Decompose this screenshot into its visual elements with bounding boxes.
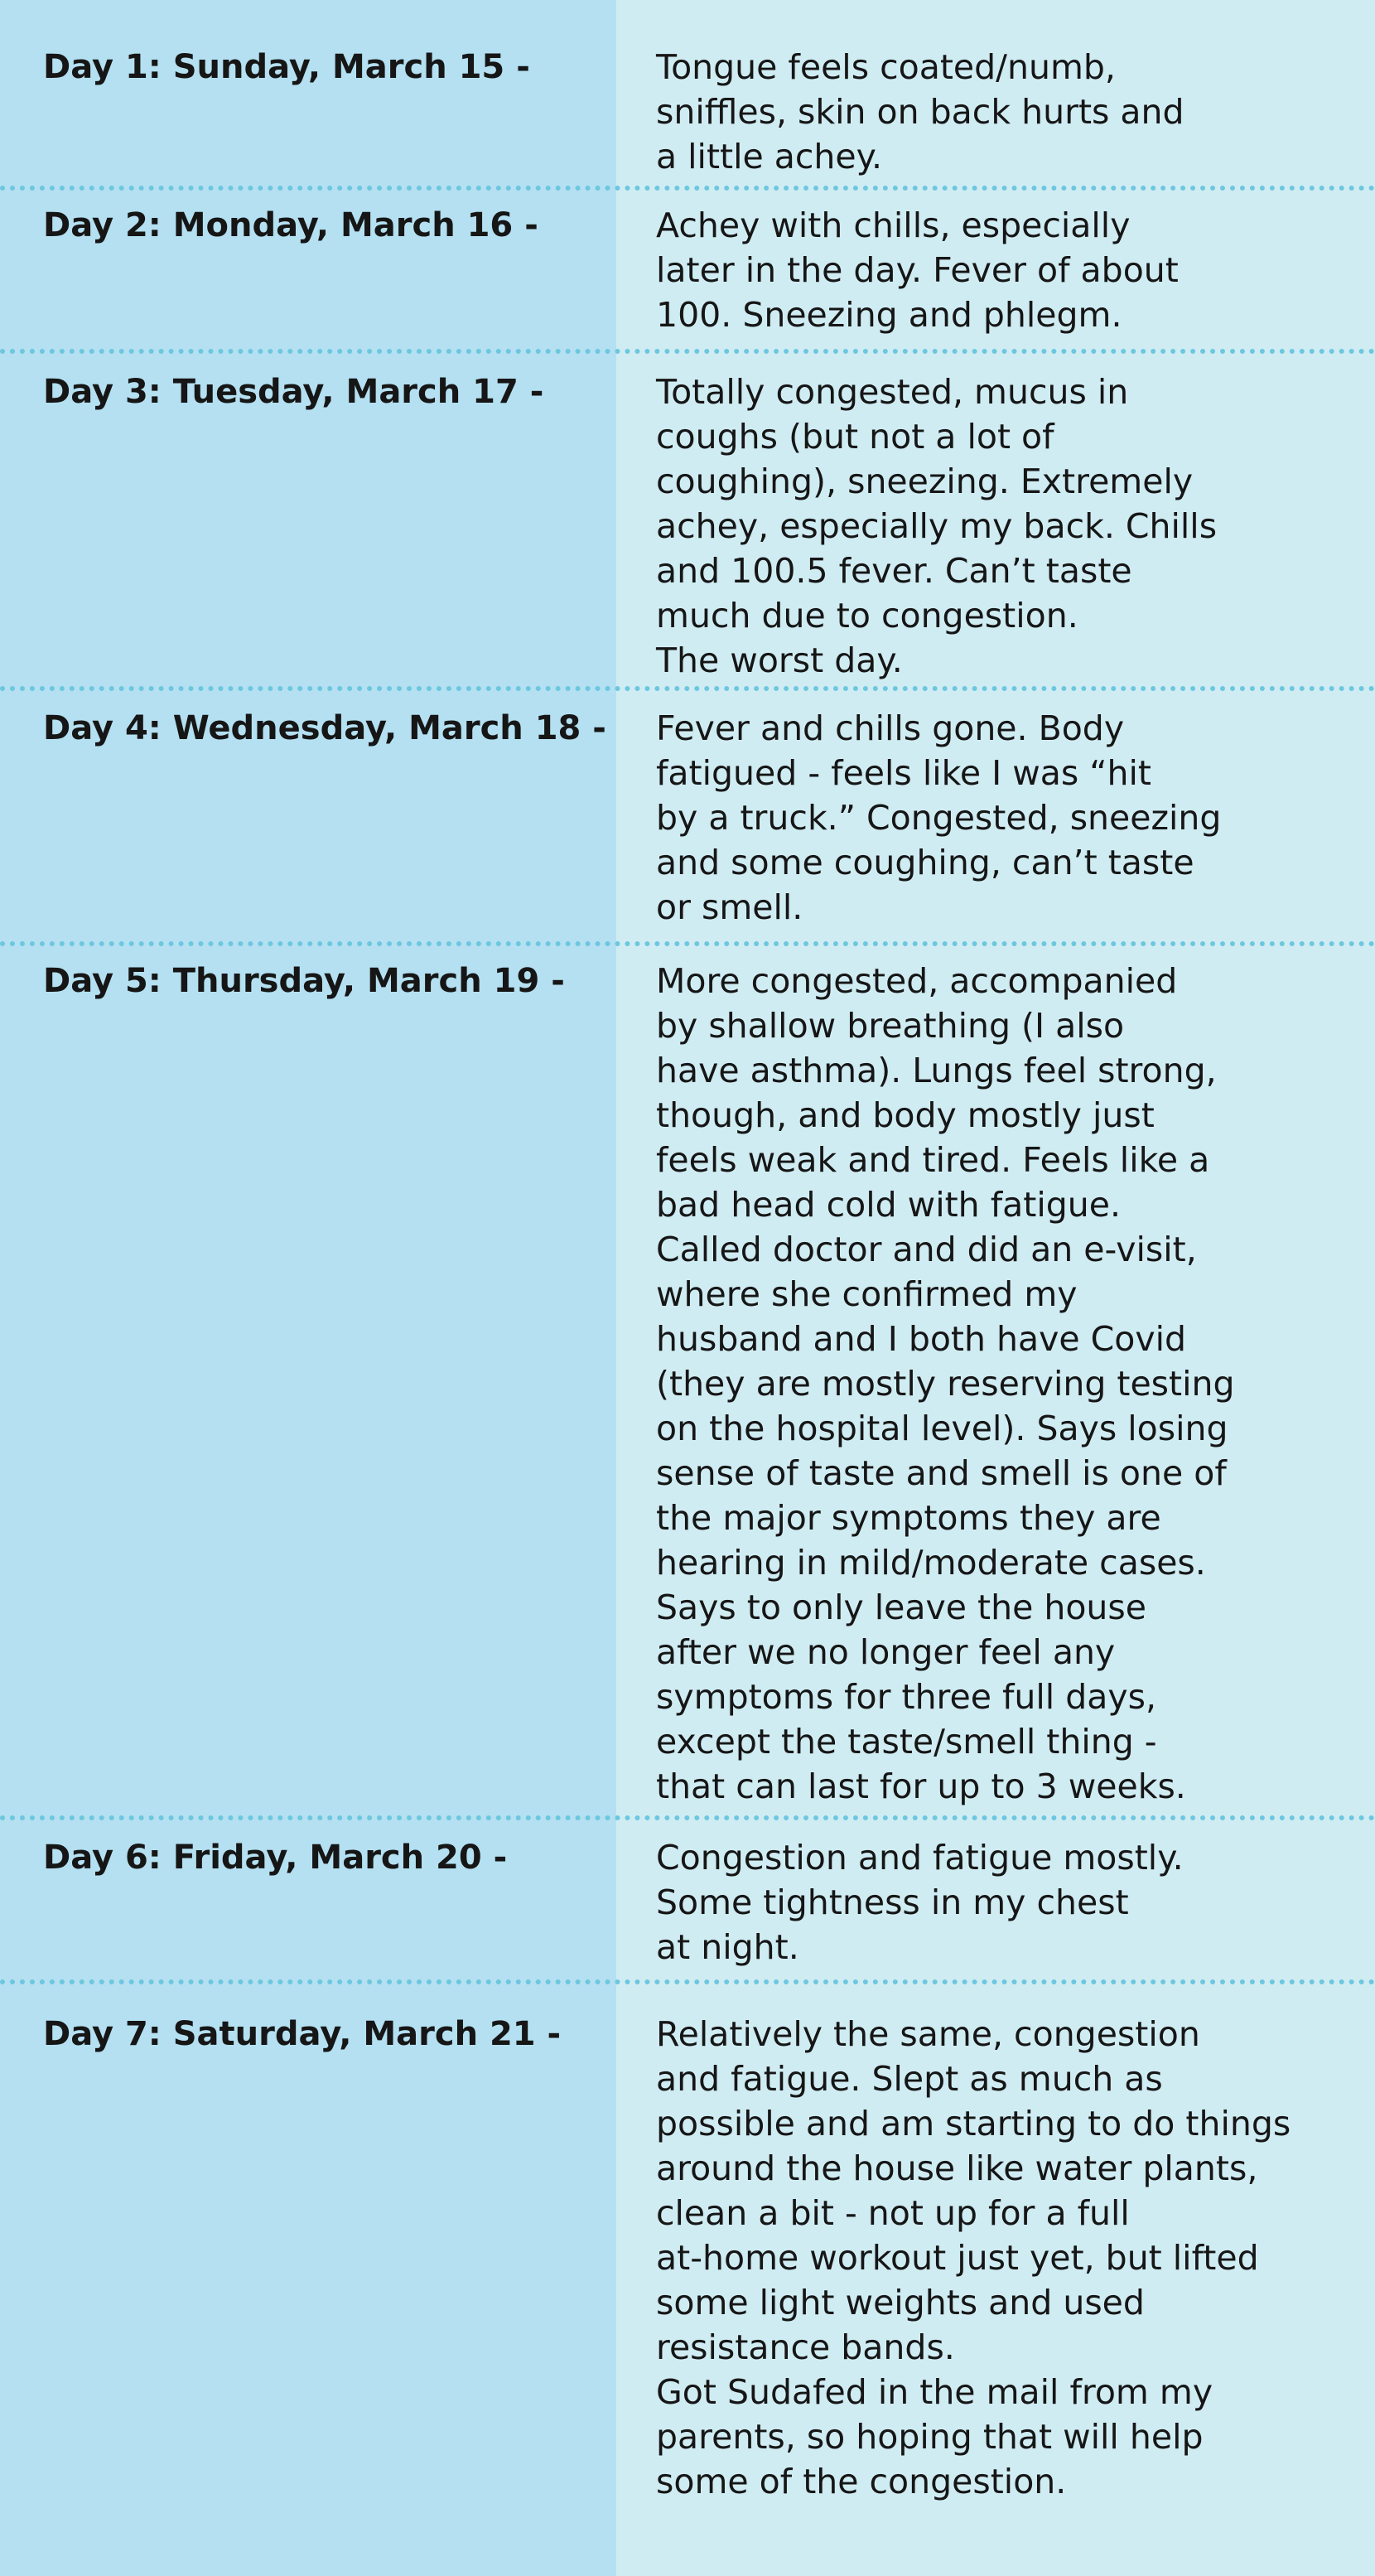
dotted-divider — [0, 1815, 1375, 1820]
symptom-notes: Congestion and fatigue mostly. Some tightness in my chest at night. — [656, 1838, 1184, 1967]
day-label: Day 3: Tuesday, March 17 - — [43, 373, 544, 411]
dotted-divider — [0, 1979, 1375, 1984]
symptom-notes: Fever and chills gone. Body fatigued - feels like I was “hit by a truck.” Congested, sneezing and some coughing, can’t taste or smell. — [656, 708, 1222, 927]
symptom-notes: Relatively the same, congestion and fatigue. Slept as much as possible and am starting to do things around the house like water plants, clean a bit - not up for a full at-home workout just yet, but lifted some light weights and used resistance bands. Got Sudafed in the mail from my parents, so hoping that will help some of the congestion. — [656, 2014, 1291, 2501]
symptom-notes: Tongue feels coated/numb, sniffles, skin on back hurts and a little achey. — [656, 47, 1184, 176]
dotted-divider — [0, 941, 1375, 946]
symptom-notes: Achey with chills, especially later in the day. Fever of about 100. Sneezing and phlegm. — [656, 205, 1179, 335]
day-label: Day 4: Wednesday, March 18 - — [43, 709, 606, 747]
day-label: Day 7: Saturday, March 21 - — [43, 2015, 562, 2053]
day-label: Day 1: Sunday, March 15 - — [43, 48, 530, 86]
symptom-notes: Totally congested, mucus in coughs (but not a lot of coughing), sneezing. Extremely achey, especially my back. Chills and 100.5 fever. Can’t taste much due to congestion. The worst day. — [656, 372, 1218, 680]
day-label: Day 5: Thursday, March 19 - — [43, 962, 565, 1000]
dotted-divider — [0, 186, 1375, 191]
dotted-divider — [0, 686, 1375, 691]
day-label: Day 2: Monday, March 16 - — [43, 206, 538, 244]
day-label: Day 6: Friday, March 20 - — [43, 1839, 508, 1877]
symptom-notes: More congested, accompanied by shallow breathing (I also have asthma). Lungs feel strong, though, and body mostly just feels weak and tired. Feels like a bad head cold with fatigue. Called doctor and did an e-visit, where she confirmed my husband and I both have Covid (they are mostly reserving testing on the hospital level). Says losing sense of taste and smell is one of the major symptoms they are hearing in mild/moderate cases. Says to only leave the house after we no longer feel any symptoms for three full days, except the taste/smell thing - that can last for up to 3 weeks. — [656, 961, 1235, 1806]
dotted-divider — [0, 349, 1375, 354]
